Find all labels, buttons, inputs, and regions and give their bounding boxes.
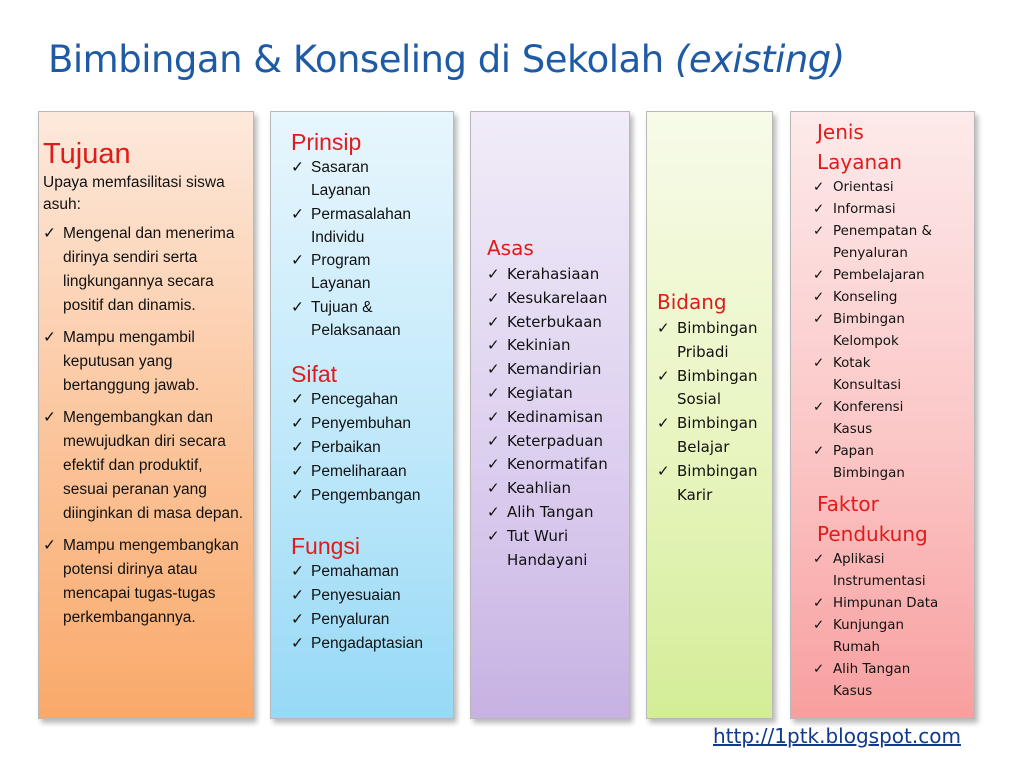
- check-icon: ✓: [43, 409, 56, 426]
- list-item: ✓ Informasi: [813, 199, 970, 221]
- list-item: ✓ Orientasi: [813, 177, 970, 199]
- list-item: ✓ Pengadaptasian: [291, 632, 449, 656]
- sifat-list: [291, 388, 449, 508]
- list-item: ✓ Mampu mengambil keputusan yang bertanggung jawab.: [43, 326, 247, 398]
- check-icon: ✓: [291, 391, 304, 409]
- list-item: ✓ Kegiatan: [487, 382, 627, 406]
- list-item: ✓ Kotak Konsultasi: [813, 353, 970, 397]
- check-icon: ✓: [291, 635, 304, 653]
- panel-asas: [470, 111, 630, 719]
- check-icon: ✓: [487, 502, 500, 521]
- asas-list: [487, 263, 627, 572]
- fungsi-heading: Fungsi: [291, 533, 361, 560]
- check-icon: ✓: [657, 366, 670, 385]
- check-icon: ✓: [487, 431, 500, 450]
- check-icon: ✓: [813, 312, 825, 327]
- check-icon: ✓: [813, 552, 825, 567]
- list-item: ✓ Kemandirian: [487, 358, 627, 382]
- check-icon: ✓: [487, 336, 500, 355]
- list-item: ✓ Mengenal dan menerima dirinya sendiri serta lingkungannya secara positif dan dinamis.: [43, 222, 247, 318]
- list-item: ✓ Perbaikan: [291, 436, 449, 460]
- sifat-heading: Sifat: [291, 361, 338, 388]
- bidang-heading: Bidang: [657, 290, 727, 314]
- list-item: ✓ Alih Tangan: [487, 501, 627, 525]
- check-icon: ✓: [813, 224, 825, 239]
- list-item: ✓ Penyembuhan: [291, 412, 449, 436]
- check-icon: ✓: [813, 444, 825, 459]
- check-icon: ✓: [813, 202, 825, 217]
- title-main: Bimbingan & Konseling di Sekolah: [48, 38, 664, 81]
- page-title: [48, 38, 845, 81]
- list-item: ✓ Alih Tangan Kasus: [813, 659, 970, 703]
- jenis-layanan-heading: Jenis Layanan: [817, 120, 903, 174]
- check-icon: ✓: [487, 479, 500, 498]
- check-icon: ✓: [291, 298, 304, 316]
- list-item: ✓ Pencegahan: [291, 388, 449, 412]
- check-icon: ✓: [813, 618, 825, 633]
- check-icon: ✓: [291, 159, 304, 176]
- check-icon: ✓: [43, 537, 56, 554]
- check-icon: ✓: [43, 329, 56, 346]
- list-item: ✓ Keterpaduan: [487, 430, 627, 454]
- faktor-pendukung-list: [813, 549, 970, 703]
- blog-link[interactable]: http://1ptk.blogspot.com: [713, 724, 961, 748]
- list-item: ✓ Penempatan & Penyaluran: [813, 221, 970, 265]
- list-item: ✓ Penyaluran: [291, 608, 449, 632]
- title-suffix: (existing): [674, 38, 845, 81]
- list-item: ✓ Kerahasiaan: [487, 263, 627, 287]
- check-icon: ✓: [487, 265, 500, 283]
- check-icon: ✓: [657, 414, 670, 433]
- list-item: ✓ Penyesuaian: [291, 584, 449, 608]
- faktor-pendukung-heading: Faktor Pendukung: [817, 492, 928, 546]
- tujuan-heading: Tujuan: [43, 138, 131, 170]
- list-item: ✓ Permasalahan Individu: [291, 203, 449, 250]
- list-item: ✓ Konseling: [813, 287, 970, 309]
- check-icon: ✓: [813, 356, 825, 371]
- check-icon: ✓: [657, 461, 670, 480]
- tujuan-intro: Upaya memfasilitasi siswa asuh:: [43, 174, 225, 213]
- list-item: ✓ Tut Wuri Handayani: [487, 526, 588, 569]
- list-item: ✓ Program Layanan: [291, 249, 449, 296]
- list-item: ✓ Konferensi Kasus: [813, 397, 970, 441]
- list-item: ✓ Mampu mengembangkan potensi dirinya atau mencapai tugas-tugas perkembangannya.: [43, 534, 247, 630]
- list-item: ✓ Pengembangan: [291, 484, 449, 508]
- list-item: ✓ Pemeliharaan: [291, 460, 449, 484]
- tujuan-list: [43, 222, 247, 630]
- prinsip-list: [291, 156, 449, 342]
- panel-prinsip-sifat-fungsi: [270, 111, 454, 719]
- check-icon: ✓: [43, 225, 56, 242]
- list-item: ✓ Aplikasi Instrumentasi: [813, 549, 970, 593]
- list-item: ✓ Mengembangkan dan mewujudkan diri secara efektif dan produktif, sesuai peranan yang diinginkan di masa depan.: [43, 406, 247, 526]
- check-icon: ✓: [813, 180, 825, 195]
- check-icon: ✓: [291, 611, 304, 629]
- check-icon: ✓: [291, 415, 304, 433]
- check-icon: ✓: [291, 463, 304, 481]
- check-icon: ✓: [813, 400, 825, 415]
- jenis-layanan-list: [813, 177, 970, 485]
- panel-jenis-layanan: [790, 111, 975, 719]
- check-icon: ✓: [487, 455, 500, 474]
- check-icon: ✓: [487, 312, 500, 331]
- list-item: ✓ Bimbingan Pribadi: [657, 319, 758, 361]
- check-icon: ✓: [291, 205, 304, 223]
- panel-bidang: [646, 111, 773, 719]
- check-icon: ✓: [813, 290, 825, 305]
- check-icon: ✓: [291, 252, 304, 270]
- list-item: ✓ Kedinamisan: [487, 406, 627, 430]
- list-item: ✓ Kekinian: [487, 334, 627, 358]
- check-icon: ✓: [813, 662, 825, 677]
- bidang-list: [657, 317, 770, 507]
- check-icon: ✓: [487, 407, 500, 426]
- check-icon: ✓: [487, 360, 500, 379]
- check-icon: ✓: [657, 319, 670, 337]
- list-item: ✓ Kunjungan Rumah: [813, 615, 970, 659]
- list-item: ✓ Keahlian: [487, 477, 627, 501]
- list-item: ✓ Bimbingan Belajar: [657, 414, 758, 456]
- list-item: ✓ Sasaran Layanan: [291, 156, 449, 203]
- list-item: ✓ Keterbukaan: [487, 311, 627, 335]
- prinsip-heading: Prinsip: [291, 129, 362, 155]
- asas-heading: Asas: [487, 236, 534, 260]
- list-item: ✓ Papan Bimbingan: [813, 441, 970, 485]
- check-icon: ✓: [487, 526, 500, 545]
- list-item: ✓ Bimbingan Sosial: [657, 366, 758, 409]
- check-icon: ✓: [487, 288, 500, 307]
- panel-tujuan: [38, 111, 254, 719]
- fungsi-list: [291, 560, 449, 656]
- check-icon: ✓: [813, 596, 825, 611]
- check-icon: ✓: [487, 383, 500, 402]
- list-item: ✓ Pemahaman: [291, 560, 449, 584]
- list-item: ✓ Bimbingan Karir: [657, 461, 758, 504]
- list-item: ✓ Kesukarelaan: [487, 287, 627, 311]
- check-icon: ✓: [291, 587, 304, 605]
- check-icon: ✓: [291, 487, 304, 505]
- list-item: ✓ Himpunan Data: [813, 593, 970, 615]
- list-item: ✓ Bimbingan Kelompok: [813, 309, 970, 353]
- list-item: ✓ Tujuan & Pelaksanaan: [291, 296, 449, 343]
- check-icon: ✓: [291, 563, 304, 581]
- list-item: ✓ Pembelajaran: [813, 265, 970, 287]
- check-icon: ✓: [291, 439, 304, 457]
- list-item: ✓ Kenormatifan: [487, 453, 627, 477]
- check-icon: ✓: [813, 268, 825, 283]
